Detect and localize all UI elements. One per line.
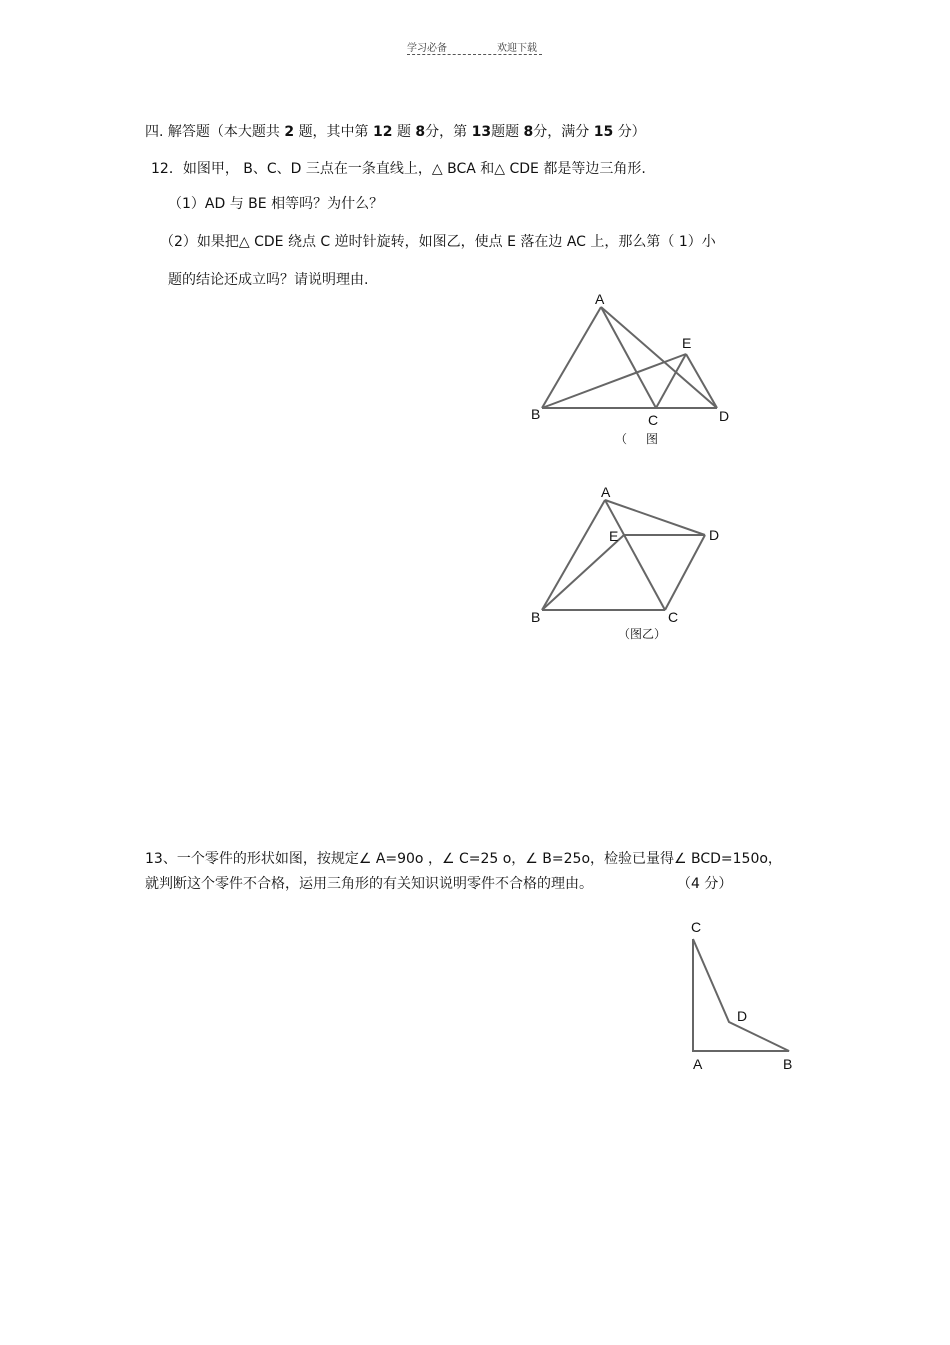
label-d: D — [737, 1008, 748, 1024]
label-e: E — [682, 335, 692, 351]
label-d: D — [709, 527, 720, 543]
label-c: C — [668, 609, 679, 625]
label-e: E — [609, 528, 619, 544]
q12-part2-line1: （2）如果把△ CDE 绕点 C 逆时针旋转，如图乙，使点 E 落在边 AC 上，那么第（ 1）小 — [160, 234, 716, 250]
q13-score: （4 分） — [677, 876, 733, 892]
section-text-6: 分，满分 — [533, 124, 590, 140]
caption-jia-left: （ — [615, 432, 628, 446]
section-num-4: 13 — [471, 124, 492, 140]
q12-part2-line2: 题的结论还成立吗？请说明理由. — [168, 272, 369, 288]
caption-jia-right: 图 — [646, 432, 659, 446]
caption-yi: （图乙） — [618, 627, 667, 641]
label-a: A — [601, 484, 611, 500]
section-text-3: 题 — [396, 124, 411, 140]
header-right: 欢迎下载 — [497, 43, 537, 54]
section-num-2: 12 — [373, 124, 393, 140]
label-c: C — [648, 412, 659, 428]
header-left: 学习必备 — [407, 43, 447, 54]
section-num-1: 2 — [284, 124, 295, 140]
part-outline — [693, 939, 789, 1051]
q13-line1: 13、一个零件的形状如图，按规定∠ A=90o ，∠ C=25 o，∠ B=25o，检验已量得∠ BCD=150o， — [145, 851, 782, 867]
label-c: C — [691, 919, 702, 935]
section-text-7: 分） — [617, 124, 646, 140]
label-b: B — [531, 406, 541, 422]
q13-line2: 就判断这个零件不合格，运用三角形的有关知识说明零件不合格的理由。 — [145, 876, 593, 892]
label-d: D — [719, 408, 730, 424]
section-text-4: 分，第 — [425, 124, 468, 140]
section-num-5: 8 — [523, 124, 534, 140]
section-num-6: 15 — [593, 124, 614, 140]
section-num-3: 8 — [415, 124, 426, 140]
label-a: A — [595, 291, 605, 307]
label-a: A — [693, 1056, 703, 1072]
section-text-5: 题题 — [491, 124, 520, 140]
label-b: B — [783, 1056, 793, 1072]
section-text-2: 题，其中第 — [298, 124, 369, 140]
q12-stem: 12．如图甲， B、C、D 三点在一条直线上，△ BCA 和△ CDE 都是等边三角形. — [151, 161, 646, 177]
section-text-1: 四. 解答题（本大题共 — [145, 124, 280, 140]
q12-part1: （1）AD 与 BE 相等吗？为什么？ — [168, 196, 384, 212]
label-b: B — [531, 609, 541, 625]
